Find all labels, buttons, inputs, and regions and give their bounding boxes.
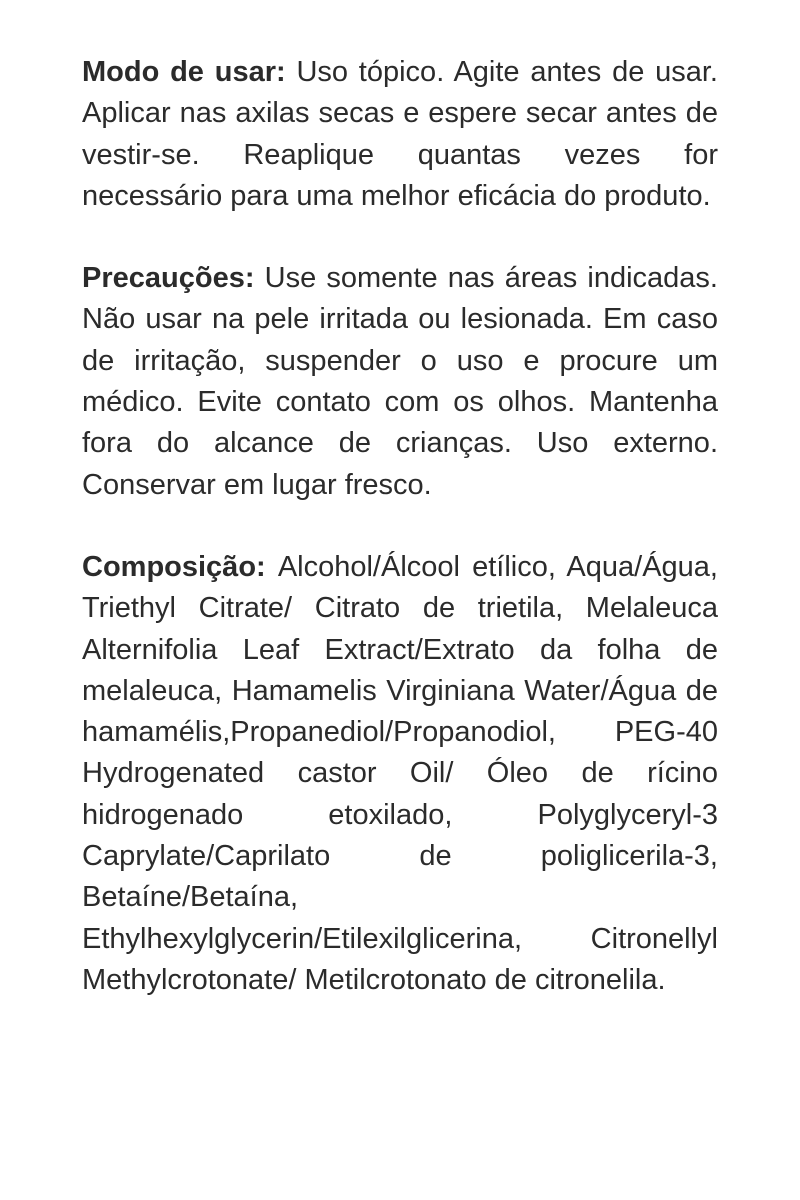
usage-body: Uso tópico. Agite antes de usar. Aplicar nas axilas secas e espere secar antes de vestir-se. Reaplique quantas vezes for necessário para uma melhor eficácia do produto.: [82, 56, 718, 212]
precautions-body: Use somente nas áreas indicadas. Não usar na pele irritada ou lesionada. Em caso de irritação, suspender o uso e procure um médico. Evite contato com os olhos. Mantenha fora do alcance de crianças. Uso externo. Conservar em lugar fresco.: [82, 262, 718, 501]
composition-heading: Composição:: [82, 550, 278, 583]
precautions-heading: Precauções:: [82, 262, 265, 295]
product-label-text: [82, 52, 718, 1001]
precautions-section: [82, 258, 718, 506]
usage-section: [82, 52, 718, 217]
composition-body: Alcohol/Álcool etílico, Aqua/Água, Triethyl Citrate/ Citrato de trietila, Melaleuca Alternifolia Leaf Extract/Extrato da folha de melaleuca, Hamamelis Virginiana Water/Água de hamamélis,Propanediol/Propanodiol, PEG-40 Hydrogenated castor Oil/ Óleo de rícino hidrogenado etoxilado, Polyglyceryl-3 Caprylate/Caprilato de poliglicerila-3, Betaíne/Betaína, Ethylhexylglycerin/Etilexilglicerina, Citronellyl Methylcrotonate/ Metilcrotonato de citronelila.: [82, 550, 718, 996]
usage-heading: Modo de usar:: [82, 56, 297, 88]
composition-section: [82, 547, 718, 1001]
